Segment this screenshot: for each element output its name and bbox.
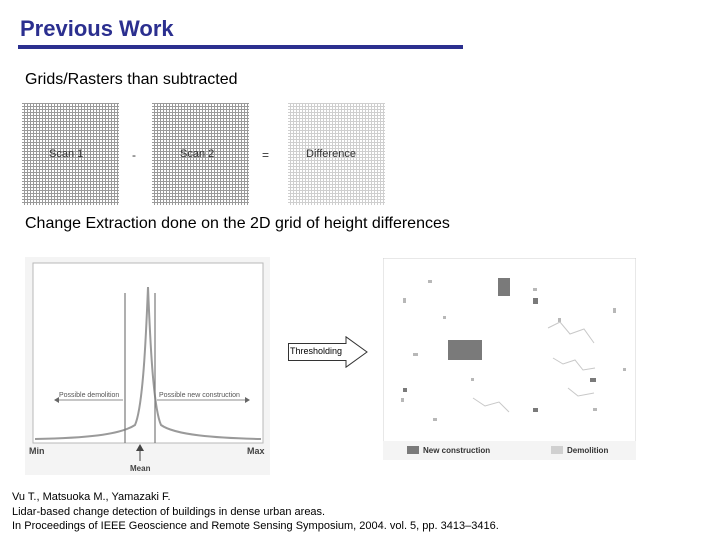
citation-title: Lidar-based change detection of buildings in dense urban areas.	[12, 505, 326, 518]
thresholding-label: Thresholding	[290, 346, 343, 356]
difference-label: Difference	[306, 148, 356, 160]
legend-demolition-swatch	[551, 446, 563, 454]
mean-label: Mean	[130, 464, 151, 473]
legend-demolition: Demolition	[567, 446, 609, 455]
section-heading-change-extraction: Change Extraction done on the 2D grid of height differences	[25, 215, 450, 232]
citation-authors: Vu T., Matsuoka M., Yamazaki F.	[12, 491, 171, 503]
title-underline	[18, 45, 463, 49]
legend-new-construction-swatch	[407, 446, 419, 454]
construction-annotation: Possible new construction	[159, 392, 240, 399]
section-heading-grids: Grids/Rasters than subtracted	[25, 71, 238, 88]
demolition-annotation: Possible demolition	[59, 392, 120, 399]
min-label: Min	[29, 446, 45, 456]
equals-operator: =	[262, 148, 270, 162]
minus-operator: -	[132, 148, 136, 162]
difference-histogram	[25, 257, 270, 475]
legend-new-construction: New construction	[423, 446, 491, 455]
change-detection-map	[383, 258, 636, 460]
slide-title: Previous Work	[20, 16, 174, 41]
citation	[12, 490, 499, 534]
scan1-label: Scan 1	[49, 148, 84, 160]
citation-venue: In Proceedings of IEEE Geoscience and Remote Sensing Symposium, 2004. vol. 5, pp. 3413–3416.	[12, 520, 499, 532]
max-label: Max	[247, 446, 265, 456]
scan2-label: Scan 2	[180, 148, 215, 160]
